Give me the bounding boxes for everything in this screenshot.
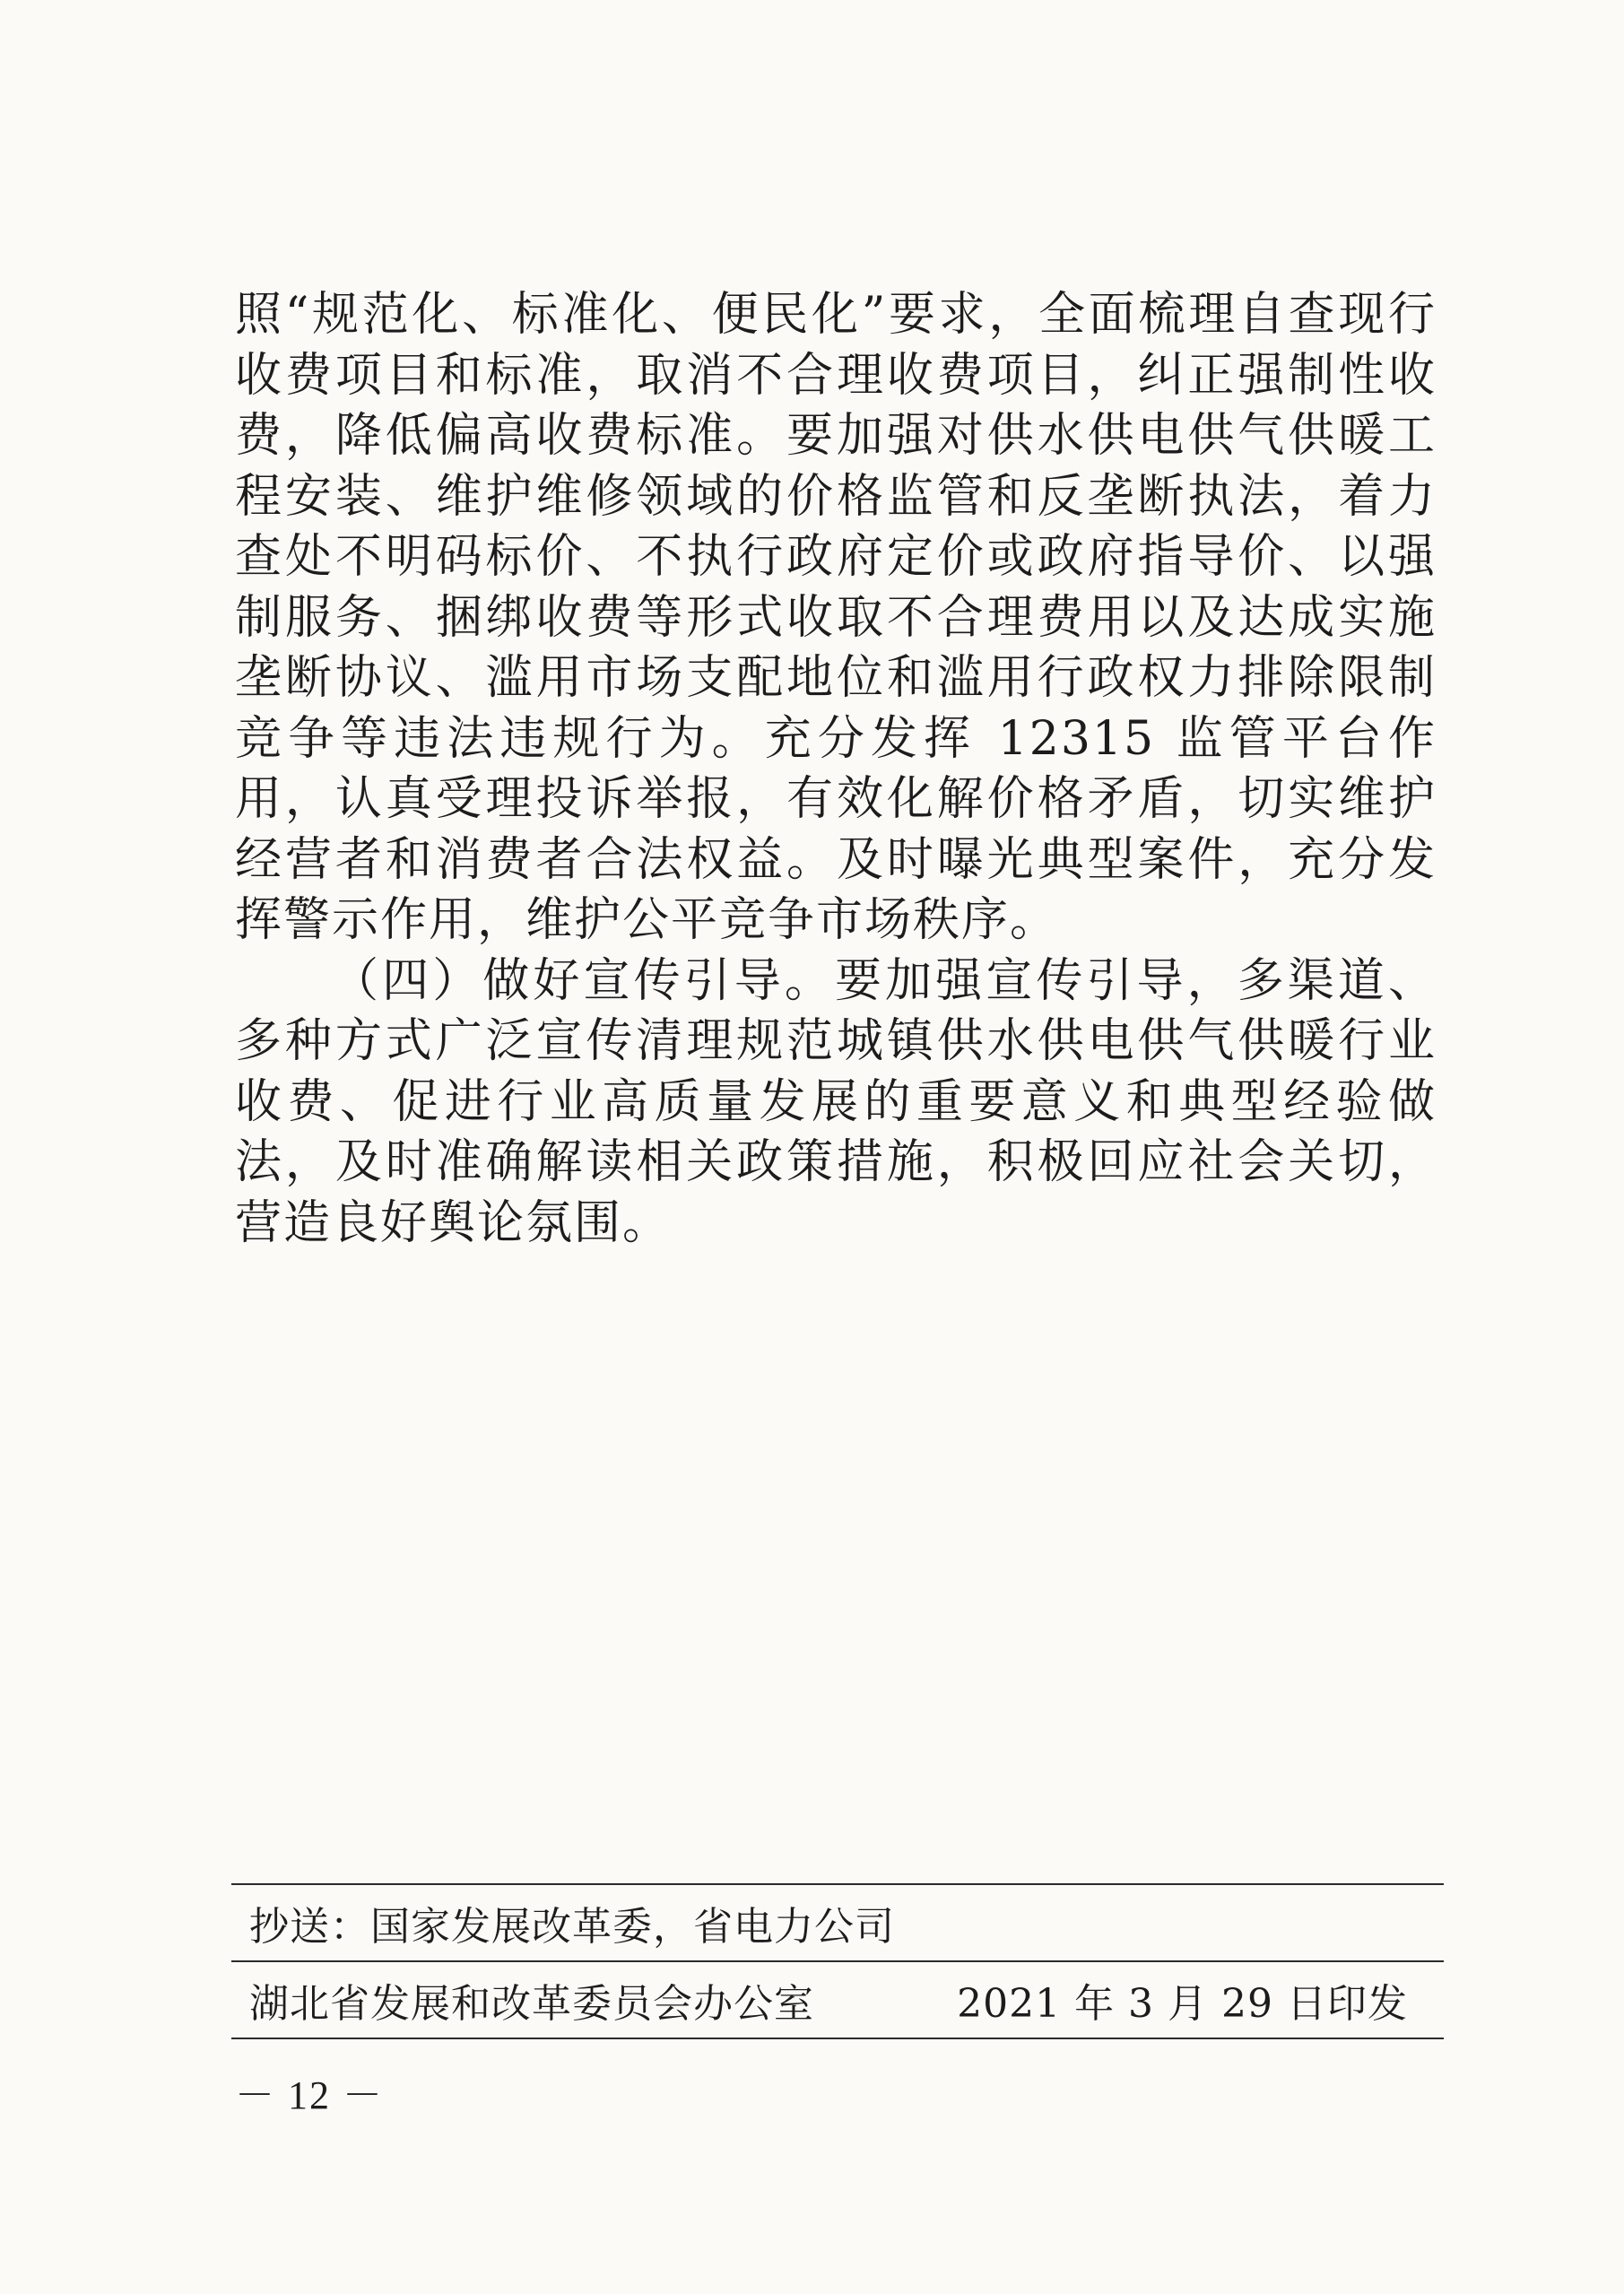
body-paragraph-publicity: [235, 951, 1437, 1255]
page-number: － 12 －: [235, 2073, 384, 2117]
document-body: [235, 285, 1437, 1254]
issue-date: 2021 年 3 月 29 日印发: [957, 1981, 1408, 2027]
issuer-name: 湖北省发展和改革委员会办公室: [249, 1981, 814, 2027]
document-footer: [231, 1883, 1444, 2039]
section-heading: （四）做好宣传引导。: [332, 953, 835, 1008]
section-text: 要加强宣传引导，多渠道、多种方式广泛宣传清理规范城镇供水供电供气供暖行业收费、促进行业高质量发展的重要意义和典型经验做法，及时准确解读相关政策措施，积极回应社会关切，营造良好舆论氛围。: [235, 953, 1437, 1250]
issue-line: [231, 1962, 1444, 2038]
footer-bottom-rule: [231, 2038, 1444, 2039]
cc-line: [231, 1885, 1444, 1960]
cc-text: 抄送：国家发展改革委，省电力公司: [249, 1904, 895, 1950]
body-paragraph-continued: 照“规范化、标准化、便民化”要求，全面梳理自查现行收费项目和标准，取消不合理收费项目，纠正强制性收费，降低偏高收费标准。要加强对供水供电供气供暖工程安装、维护维修领域的价格监管和反垄断执法，着力查处不明码标价、不执行政府定价或政府指导价、以强制服务、捆绑收费等形式收取不合理费用以及达成实施垄断协议、滥用市场支配地位和滥用行政权力排除限制竞争等违法违规行为。充分发挥 12315 监管平台作用，认真受理投诉举报，有效化解价格矛盾，切实维护经营者和消费者合法权益。及时曝光典型案件，充分发挥警示作用，维护公平竞争市场秩序。: [235, 288, 1437, 947]
